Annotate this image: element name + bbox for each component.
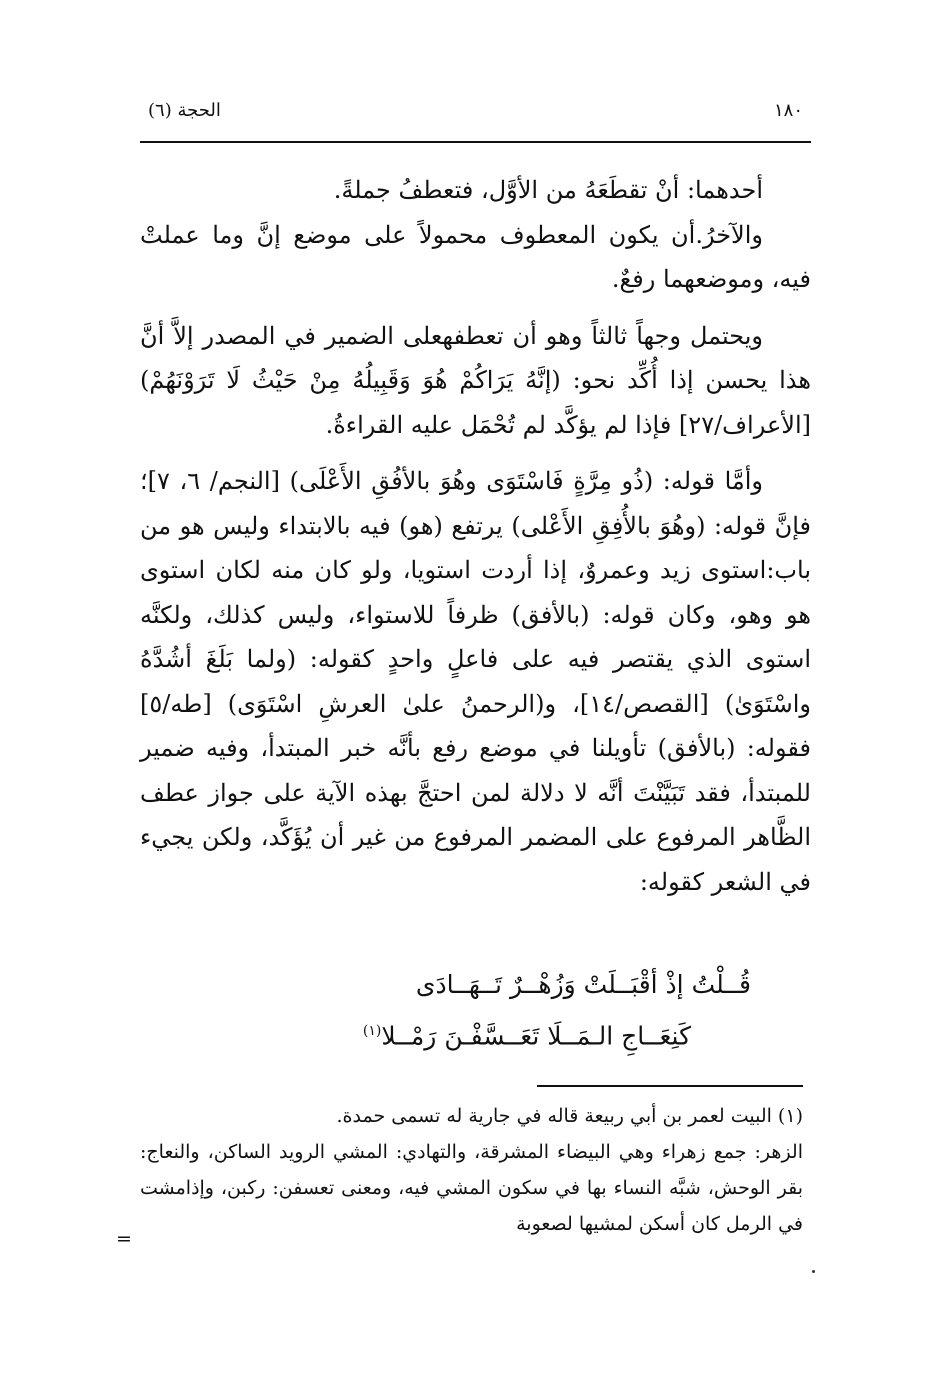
footnote-1: (١) البيت لعمر بن أبي ربيعة قاله في جارية له تسمى حمدة. xyxy=(336,1105,803,1127)
page-number: ١٨٠ xyxy=(773,100,803,121)
footnotes xyxy=(140,1098,803,1242)
footnote-1-gloss: الزهر: جمع زهراء وهي البيضاء المشرقة، والتهادي: المشي الرويد الساكن، والنعاج: بقر الوحش، شبَّه النساء بها في سكون المشي فيه، ومعنى تعسفن: ركبن، وإذامشت في الرمل كان أسكن لمشيها لصعوبة xyxy=(140,1141,803,1235)
verse-line-1: قُــلْتُ إذْ أقْبَــلَتْ وَزُهْــرٌ تَــهَــادَى xyxy=(415,970,751,999)
main-text xyxy=(140,168,811,904)
stray-dot xyxy=(812,1270,815,1273)
footnote-rule xyxy=(537,1085,803,1087)
footnote-ref: (١) xyxy=(362,1023,382,1039)
header-rule xyxy=(140,141,811,143)
continuation-mark: = xyxy=(116,1228,132,1250)
verse-line-2-text: كَنِعَــاجِ الـمَــلَا تَعَــسَّفْـنَ رَمْــلا xyxy=(381,1021,691,1051)
paragraph-2: والآخرُ.أن يكون المعطوف محمولاً على موضع إنَّ وما عملتْ فيه، وموضعهما رفعٌ. xyxy=(140,220,811,293)
running-title: الحجة (٦) xyxy=(148,100,221,121)
paragraph-1: أحدهما: أنْ تقطَعَهُ من الأوَّل، فتعطفُ جملةً. xyxy=(333,176,763,204)
paragraph-3: ويحتمل وجهاً ثالثاً وهو أن تعطفهعلى الضمير في المصدر إلاَّ أنَّ هذا يحسن إذا أُكِّد نحو: (إنَّهُ يَرَاكُمْ هُوَ وَقَبِيلُهُ مِنْ حَيْثُ لَا تَرَوْنَهُمْ) [الأعراف/٢٧] فإذا لم يؤكَّد لم تُحْمَل عليه القراءةُ. xyxy=(140,321,811,439)
poem-verse xyxy=(140,962,811,1059)
verse-line-2 xyxy=(140,1008,811,1059)
paragraph-4: وأمَّا قوله: (ذُو مِرَّةٍ فَاسْتَوَى وهُوَ بالأفُقِ الأَعْلَى) [النجم/ ٦، ٧]؛ فإنَّ قوله: (وهُوَ بالأُفِقِ الأَعْلى) يرتفع (هو) فيه بالابتداء وليس هو من باب:استوى زيد وعمروٌ، إذا أردت استويا، ولو كان منه لكان استوى هو وهو، وكان قوله: (بالأفق) ظرفاً للاستواء، وليس كذلك، ولكنَّه استوى الذي يقتصر فيه على فاعلٍ واحدٍ كقوله: (ولما بَلَغَ أشُدَّهُ واسْتَوَىٰ) [القصص/١٤]، و(الرحمنُ علىٰ العرشِ اسْتَوَى) [طه/٥] فقوله: (بالأفق) تأويلنا في موضع رفع بأنَّه خبر المبتدأ، وفيه ضمير للمبتدأ، فقد تَبَيَّنْتَ أنَّه لا دلالة لمن احتجَّ بهذه الآية على جواز عطف الظَّاهر المرفوع على المضمر المرفوع من غير أن يُؤَكَّد، ولكن يجيء في الشعر كقوله: xyxy=(140,467,811,896)
